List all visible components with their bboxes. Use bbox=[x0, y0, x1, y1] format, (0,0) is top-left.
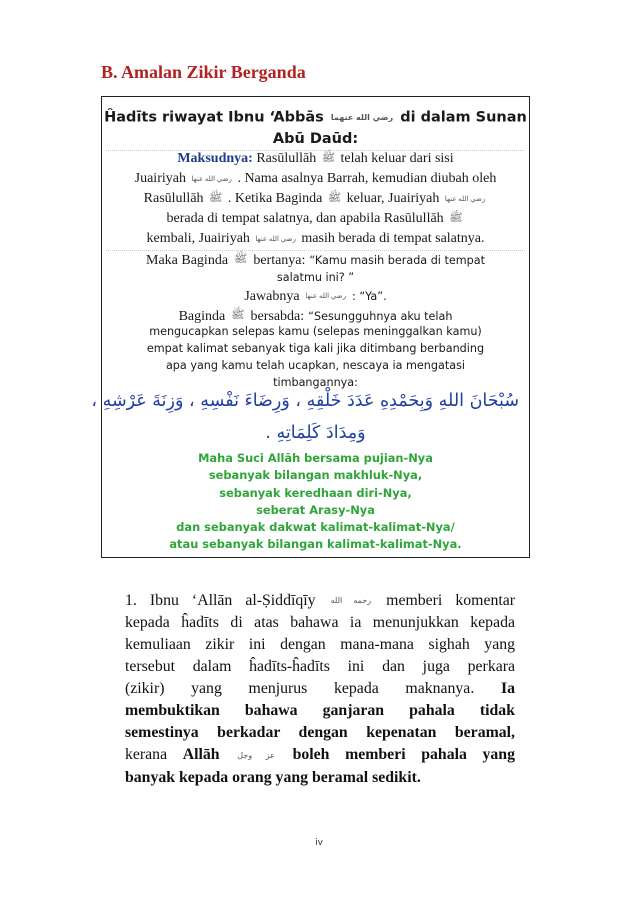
saying-line-1 bbox=[102, 307, 529, 325]
text: memberi komentar bbox=[386, 592, 516, 609]
title-text-a: Ĥadīts riwayat Ibnu ‘Abbās bbox=[104, 109, 324, 126]
text: “Kamu masih berada di tempat bbox=[309, 254, 485, 267]
translation-line: dan sebanyak dakwat kalimat-kalimat-Nya/ bbox=[176, 520, 455, 535]
para-line-8 bbox=[125, 744, 515, 766]
saying-line-4: apa yang kamu telah ucapkan, nescaya ia mengatasi bbox=[165, 359, 466, 372]
text: Ia bbox=[500, 680, 516, 698]
hadith-title bbox=[102, 107, 529, 150]
para-line-5 bbox=[125, 678, 515, 700]
text: telah keluar dari sisi bbox=[340, 151, 454, 167]
text: masih berada di tempat salatnya. bbox=[301, 231, 485, 246]
text: Jawabnya bbox=[244, 289, 300, 304]
para-line-7: semestinya berkadar dengan kepenatan beramal, bbox=[125, 724, 515, 742]
hadith-box bbox=[91, 96, 530, 558]
text: berada di tempat salatnya, dan apabila Rasūlullāh bbox=[166, 211, 444, 227]
saw-glyph: ﷺ bbox=[231, 309, 245, 322]
text: “Sesungguhnya aku telah bbox=[308, 310, 453, 323]
maksud-line-5 bbox=[102, 231, 529, 247]
arabic-dhikr-line-1: سُبْحَانَ اللهِ وَبِحَمْدِهِ عَدَدَ خَلْقِهِ ، وَرِضَاءَ نَفْسِهِ ، وَزِنَةَ عَرْشِهِ ، bbox=[91, 391, 519, 411]
maksud-label: Maksudnya: bbox=[177, 151, 253, 167]
translation-block bbox=[102, 450, 529, 554]
para-line-1 bbox=[125, 590, 515, 612]
honorific-glyph: رحمه الله bbox=[330, 596, 372, 606]
para-line-6: membuktikan bahawa ganjaran pahala tidak bbox=[125, 702, 515, 720]
text: kembali, Juairiyah bbox=[146, 231, 250, 246]
text: 1. Ibnu ‘Allān al-Ṣiddīqīy bbox=[125, 592, 316, 609]
translation-line: atau sebanyak bilangan kalimat-kalimat-Nya. bbox=[169, 537, 462, 552]
honorific-glyph: رضي الله عنها bbox=[255, 234, 296, 243]
para-line-3: kemuliaan zikir ini dengan mana-mana sighah yang bbox=[125, 636, 515, 654]
text: bersabda: bbox=[250, 309, 305, 324]
answer-line bbox=[102, 287, 529, 305]
question-line-2: salatmu ini? ” bbox=[276, 271, 355, 284]
saw-glyph: ﷺ bbox=[234, 253, 248, 266]
text: Rasūlullāh bbox=[256, 151, 317, 167]
page-number: iv bbox=[315, 838, 323, 848]
text: (zikir) yang menjurus kepada maknanya. bbox=[125, 680, 475, 698]
arabic-dhikr-line-2: وَمِدَادَ كَلِمَاتِهِ . bbox=[265, 423, 366, 443]
honorific-glyph: رضي الله عنها bbox=[444, 195, 486, 203]
maksud-line-1 bbox=[102, 151, 529, 167]
translation-line: seberat Arasy-Nya bbox=[256, 502, 375, 517]
para-line-9: banyak kepada orang yang beramal sedikit. bbox=[125, 768, 421, 786]
section-heading: B. Amalan Zikir Berganda bbox=[101, 62, 306, 82]
text: Allāh bbox=[182, 746, 220, 764]
question-line-1 bbox=[102, 251, 529, 269]
translation-line: sebanyak bilangan makhluk-Nya, bbox=[208, 468, 423, 483]
text: . Nama asalnya Barrah, kemudian diubah oleh bbox=[237, 171, 497, 186]
text: kerana bbox=[125, 746, 168, 764]
para-line-4: tersebut dalam ĥadīts-ĥadīts ini dan juga perkara bbox=[125, 658, 515, 676]
translation-line: Maha Suci Allāh bersama pujian-Nya bbox=[198, 451, 433, 465]
maksud-line-2 bbox=[102, 171, 529, 187]
text: bertanya: bbox=[253, 253, 306, 268]
saw-glyph: ﷺ bbox=[449, 212, 463, 224]
honorific-glyph: رضي الله عنهما bbox=[330, 113, 394, 122]
maksud-line-4 bbox=[102, 211, 529, 227]
honorific-glyph: رضي الله عنها bbox=[305, 292, 347, 301]
text: Maka Baginda bbox=[146, 253, 229, 268]
maksud-line-3 bbox=[102, 191, 529, 207]
text: . Ketika Baginda bbox=[227, 191, 323, 207]
translation-line: sebanyak keredhaan diri-Nya, bbox=[219, 485, 412, 500]
text: boleh memberi pahala yang bbox=[292, 746, 515, 764]
saw-glyph: ﷺ bbox=[327, 192, 342, 204]
honorific-glyph: عز وجل bbox=[237, 750, 275, 760]
saw-glyph: ﷺ bbox=[321, 152, 335, 164]
commentary-paragraph bbox=[125, 590, 515, 789]
saying-line-3: empat kalimat sebanyak tiga kali jika ditimbang berbanding bbox=[146, 342, 485, 355]
text: Juairiyah bbox=[134, 171, 186, 186]
text: Baginda bbox=[178, 309, 226, 324]
text: Rasūlullāh bbox=[143, 191, 204, 207]
title-text-b: di dalam Sunan bbox=[400, 109, 527, 126]
para-line-2: kepada ĥadīts di atas bahawa ia menunjukkan kepada bbox=[125, 614, 515, 632]
saw-glyph: ﷺ bbox=[209, 192, 223, 204]
honorific-glyph: رضي الله عنها bbox=[191, 174, 232, 183]
text: : “Ya”. bbox=[352, 290, 387, 303]
saying-line-2: mengucapkan selepas kamu (selepas meninggalkan kamu) bbox=[149, 325, 482, 338]
saying-line-5: timbangannya: bbox=[273, 376, 358, 389]
title-text-line2: Abū Daūd: bbox=[272, 130, 359, 147]
text: keluar, Juairiyah bbox=[346, 191, 440, 207]
